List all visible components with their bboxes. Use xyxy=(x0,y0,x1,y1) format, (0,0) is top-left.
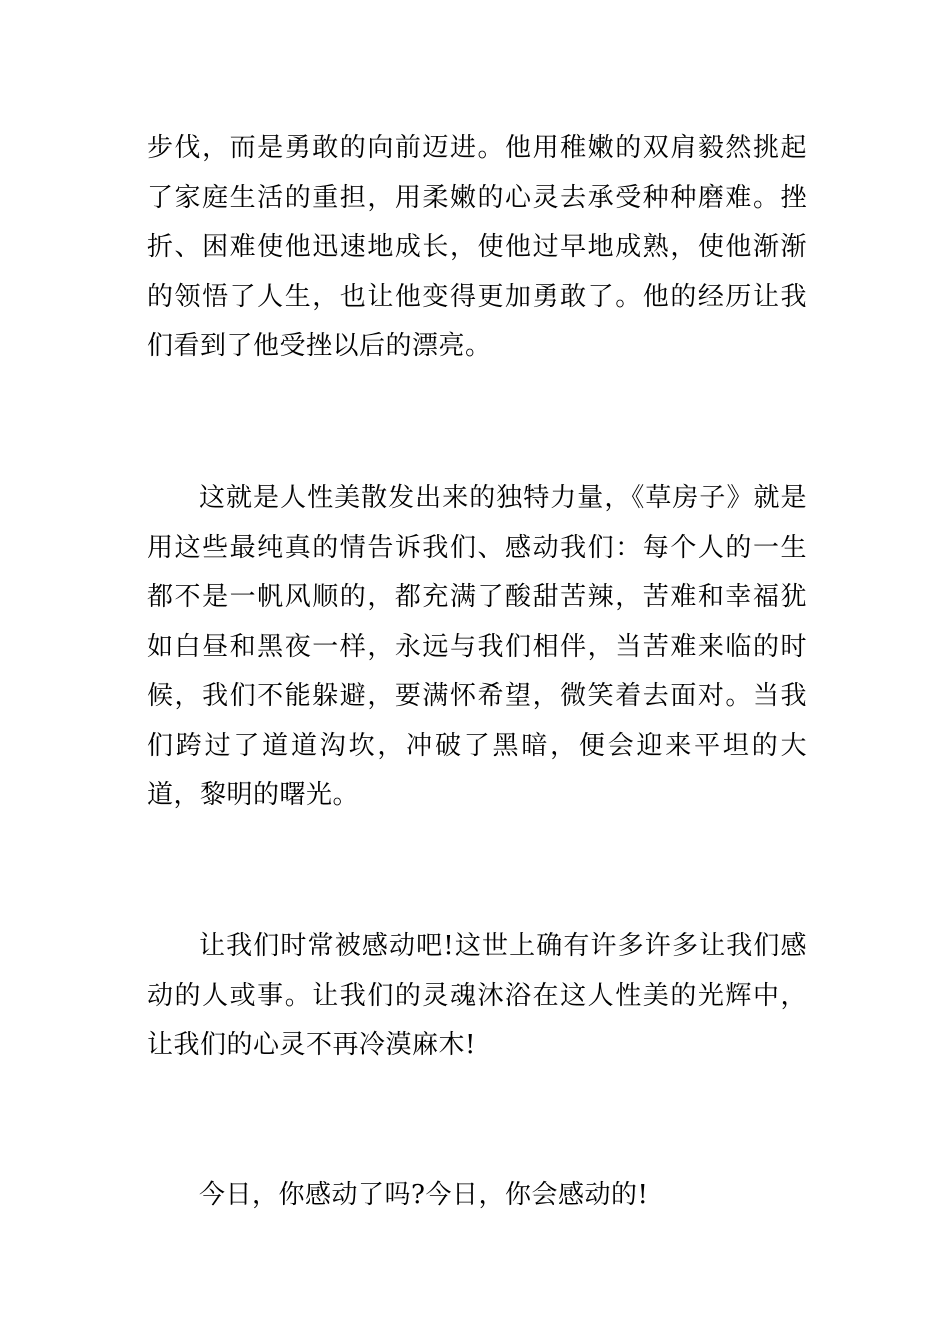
paragraph-closing: 今日，你感动了吗?今日，你会感动的! xyxy=(199,1180,649,1210)
paragraph-human-nature: 这就是人性美散发出来的独特力量，《草房子》就是用这些最纯真的情告诉我们、感动我们：每个人的一生都不是一帆风顺的，都充满了酸甜苦辣，苦难和幸福犹如白昼和黑夜一样，永远与我们相伴，当苦难来临的时候，我们不能躲避，要满怀希望，微笑着去面对。当我们跨过了道道沟坎，冲破了黑暗，便会迎来平坦的大道，黎明的曙光。 xyxy=(147,483,807,810)
paragraph-be-moved: 让我们时常被感动吧!这世上确有许多许多让我们感动的人或事。让我们的灵魂沐浴在这人性美的光辉中，让我们的心灵不再冷漠麻木! xyxy=(147,931,807,1060)
paragraph-continuation: 步伐，而是勇敢的向前迈进。他用稚嫩的双肩毅然挑起了家庭生活的重担，用柔嫩的心灵去承受种种磨难。挫折、困难使他迅速地成长，使他过早地成熟，使他渐渐的领悟了人生，也让他变得更加勇敢了。他的经历让我们看到了他受挫以后的漂亮。 xyxy=(147,133,807,361)
